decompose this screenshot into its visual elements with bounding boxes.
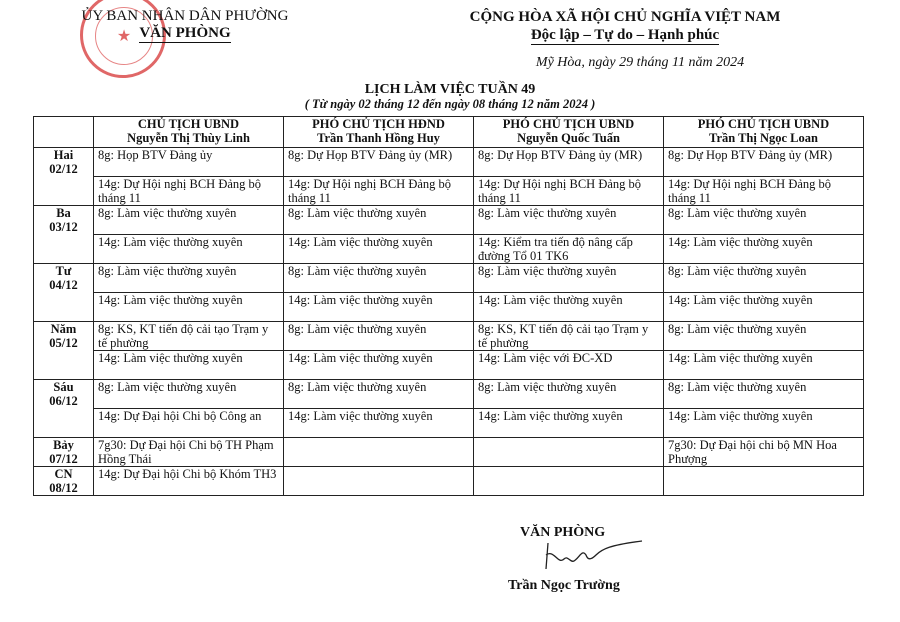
schedule-table	[33, 116, 864, 496]
schedule-cell	[664, 467, 864, 496]
schedule-cell: 14g: Dự Hội nghị BCH Đảng bộ tháng 11	[94, 177, 284, 206]
column-title: CHỦ TỊCH UBND	[137, 117, 240, 131]
column-header	[474, 117, 664, 148]
corner-cell	[34, 117, 94, 148]
day-name: Ba	[56, 206, 71, 220]
schedule-cell: 8g: Làm việc thường xuyên	[474, 206, 664, 235]
schedule-cell: 14g: Làm việc thường xuyên	[284, 351, 474, 380]
day-cell	[34, 380, 94, 438]
column-title: PHÓ CHỦ TỊCH HĐND	[312, 117, 445, 131]
schedule-cell: 14g: Làm việc thường xuyên	[284, 293, 474, 322]
schedule-cell: 8g: Làm việc thường xuyên	[94, 206, 284, 235]
schedule-cell: 8g: KS, KT tiến độ cải tạo Trạm y tế phường	[94, 322, 284, 351]
schedule-cell: 8g: Dự Họp BTV Đảng ủy (MR)	[474, 148, 664, 177]
schedule-cell: 14g: Làm việc với ĐC-XD	[474, 351, 664, 380]
schedule-cell: 8g: Làm việc thường xuyên	[474, 264, 664, 293]
schedule-cell: 7g30: Dự Đại hội Chi bộ TH Phạm Hồng Thái	[94, 438, 284, 467]
signing-office: VĂN PHÒNG	[520, 525, 606, 540]
day-date: 03/12	[49, 220, 78, 234]
column-person: Trần Thị Ngọc Loan	[709, 131, 818, 145]
day-name: Tư	[55, 264, 72, 278]
schedule-cell: 14g: Kiểm tra tiến độ nâng cấp đường Tổ 01 TK6	[474, 235, 664, 264]
schedule-cell: 14g: Làm việc thường xuyên	[94, 351, 284, 380]
column-title: PHÓ CHỦ TỊCH UBND	[697, 117, 830, 131]
schedule-cell	[284, 467, 474, 496]
schedule-cell: 14g: Làm việc thường xuyên	[664, 293, 864, 322]
table-row	[34, 351, 864, 380]
schedule-cell: 8g: Dự Họp BTV Đảng ủy (MR)	[284, 148, 474, 177]
day-name: Bảy	[53, 438, 74, 452]
signer-name: Trần Ngọc Trường	[508, 578, 620, 593]
schedule-cell: 14g: Dự Hội nghị BCH Đảng bộ tháng 11	[284, 177, 474, 206]
schedule-cell: 8g: Làm việc thường xuyên	[94, 380, 284, 409]
schedule-cell: 8g: Làm việc thường xuyên	[284, 380, 474, 409]
day-name: Sáu	[53, 380, 74, 394]
column-header	[94, 117, 284, 148]
day-cell	[34, 264, 94, 322]
day-name: Năm	[50, 322, 77, 336]
column-title: PHÓ CHỦ TỊCH UBND	[502, 117, 635, 131]
schedule-cell: 8g: Làm việc thường xuyên	[474, 380, 664, 409]
schedule-cell: 8g: Làm việc thường xuyên	[284, 322, 474, 351]
day-date: 06/12	[49, 394, 78, 408]
schedule-cell	[284, 438, 474, 467]
motto-line: Độc lập – Tự do – Hạnh phúc	[530, 27, 720, 43]
schedule-cell: 8g: Làm việc thường xuyên	[664, 206, 864, 235]
day-cell	[34, 438, 94, 467]
table-row	[34, 264, 864, 293]
table-row	[34, 380, 864, 409]
agency-department: VĂN PHÒNG	[139, 25, 231, 41]
schedule-cell: 14g: Làm việc thường xuyên	[474, 409, 664, 438]
schedule-cell: 14g: Dự Hội nghị BCH Đảng bộ tháng 11	[664, 177, 864, 206]
schedule-cell: 8g: Làm việc thường xuyên	[94, 264, 284, 293]
day-date: 07/12	[49, 452, 78, 466]
schedule-cell: 14g: Làm việc thường xuyên	[664, 351, 864, 380]
schedule-cell	[474, 467, 664, 496]
schedule-title: LỊCH LÀM VIỆC TUẦN 49	[364, 82, 536, 97]
agency-name: ỦY BAN NHÂN DÂN PHƯỜNG	[81, 8, 289, 24]
handwritten-signature	[530, 535, 650, 575]
schedule-cell: 14g: Làm việc thường xuyên	[284, 235, 474, 264]
schedule-cell: 8g: Làm việc thường xuyên	[284, 264, 474, 293]
schedule-cell: 8g: Họp BTV Đảng ủy	[94, 148, 284, 177]
day-cell	[34, 206, 94, 264]
header-row	[34, 117, 864, 148]
table-row	[34, 235, 864, 264]
schedule-cell: 8g: Dự Họp BTV Đảng ủy (MR)	[664, 148, 864, 177]
column-person: Nguyễn Quốc Tuấn	[517, 131, 620, 145]
table-row	[34, 409, 864, 438]
day-name: CN	[54, 467, 73, 481]
day-name: Hai	[53, 148, 74, 162]
table-row	[34, 148, 864, 177]
issuing-agency	[30, 8, 340, 43]
nation-name: CỘNG HÒA XÃ HỘI CHỦ NGHĨA VIỆT NAM	[469, 9, 781, 25]
table-row	[34, 177, 864, 206]
schedule-cell: 14g: Làm việc thường xuyên	[94, 235, 284, 264]
document-date: Mỹ Hòa, ngày 29 tháng 11 năm 2024	[535, 55, 745, 70]
table-row	[34, 206, 864, 235]
schedule-cell: 8g: Làm việc thường xuyên	[664, 264, 864, 293]
schedule-cell: 14g: Làm việc thường xuyên	[474, 293, 664, 322]
table-row	[34, 322, 864, 351]
schedule-cell: 14g: Dự Đại hội Chi bộ Khóm TH3	[94, 467, 284, 496]
day-date: 05/12	[49, 336, 78, 350]
schedule-cell: 7g30: Dự Đại hội chi bộ MN Hoa Phượng	[664, 438, 864, 467]
schedule-cell: 8g: Làm việc thường xuyên	[664, 322, 864, 351]
schedule-cell: 14g: Làm việc thường xuyên	[94, 293, 284, 322]
schedule-cell: 8g: Làm việc thường xuyên	[664, 380, 864, 409]
column-header	[664, 117, 864, 148]
table-row	[34, 293, 864, 322]
schedule-cell: 14g: Làm việc thường xuyên	[284, 409, 474, 438]
column-person: Nguyễn Thị Thùy Linh	[127, 131, 250, 145]
schedule-cell	[474, 438, 664, 467]
schedule-date-range: ( Từ ngày 02 tháng 12 đến ngày 08 tháng 12 năm 2024 )	[304, 97, 596, 111]
schedule-cell: 14g: Dự Hội nghị BCH Đảng bộ tháng 11	[474, 177, 664, 206]
column-person: Trần Thanh Hồng Huy	[317, 131, 440, 145]
table-row	[34, 467, 864, 496]
schedule-cell: 14g: Làm việc thường xuyên	[664, 409, 864, 438]
day-date: 04/12	[49, 278, 78, 292]
schedule-cell: 14g: Làm việc thường xuyên	[664, 235, 864, 264]
day-cell	[34, 322, 94, 380]
schedule-cell: 8g: Làm việc thường xuyên	[284, 206, 474, 235]
day-date: 08/12	[49, 481, 78, 495]
column-header	[284, 117, 474, 148]
schedule-cell: 8g: KS, KT tiến độ cải tạo Trạm y tế phường	[474, 322, 664, 351]
day-cell	[34, 467, 94, 496]
day-cell	[34, 148, 94, 206]
day-date: 02/12	[49, 162, 78, 176]
national-motto	[400, 8, 850, 45]
schedule-cell: 14g: Dự Đại hội Chi bộ Công an	[94, 409, 284, 438]
official-seal: ★	[80, 0, 166, 78]
table-row	[34, 438, 864, 467]
